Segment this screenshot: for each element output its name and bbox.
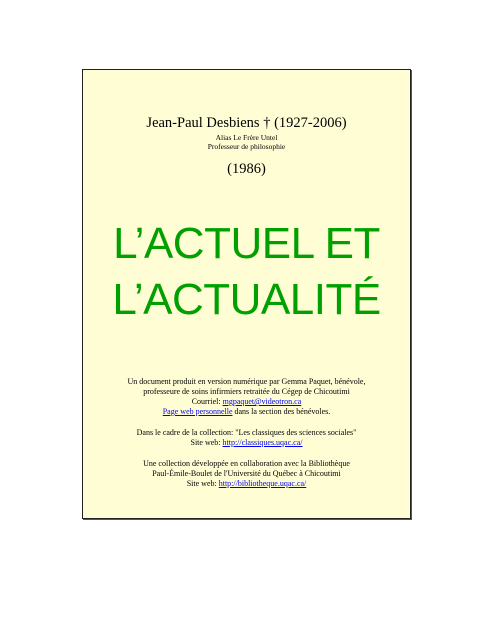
book-title-line-1: L’ACTUEL ET xyxy=(113,219,380,268)
producer-line-2: professeure de soins infirmiers retraitée du Cégep de Chicoutimi xyxy=(143,387,350,396)
partner-site-link[interactable]: http://bibliotheque.uqac.ca/ xyxy=(218,479,307,488)
author-profession: Professeur de philosophie xyxy=(207,142,286,151)
producer-line-1: Un document produit en version numérique par Gemma Paquet, bénévole, xyxy=(127,377,366,386)
author-heading: Jean-Paul Desbiens † (1927-2006) xyxy=(146,115,347,131)
email-line xyxy=(83,397,410,407)
producer-block xyxy=(83,377,410,417)
cover-frame xyxy=(82,69,411,519)
partner-site-line xyxy=(83,479,410,489)
collection-site-line xyxy=(83,438,410,448)
personal-page-suffix: dans la section des bénévoles. xyxy=(234,407,331,416)
partner-site-label: Site web: xyxy=(186,479,217,488)
personal-page-line xyxy=(83,407,410,417)
partner-line-2: Paul-Émile-Boulet de l'Université du Québec à Chicoutimi xyxy=(152,469,341,478)
personal-page-link[interactable]: Page web personnelle xyxy=(162,407,233,416)
collection-line: Dans le cadre de la collection: "Les classiques des sciences sociales" xyxy=(136,428,357,437)
partner-line-1: Une collection développée en collaboration avec la Bibliothèque xyxy=(143,459,350,468)
collection-block xyxy=(83,428,410,448)
publication-year: (1986) xyxy=(227,161,266,177)
email-label: Courriel: xyxy=(191,397,221,406)
partner-block xyxy=(83,459,410,489)
collection-site-label: Site web: xyxy=(190,438,221,447)
author-alias: Alias Le Frère Untel xyxy=(215,133,278,142)
email-link[interactable]: mgpaquet@videotron.ca xyxy=(222,397,302,406)
collection-site-link[interactable]: http://classiques.uqac.ca/ xyxy=(222,438,303,447)
book-title-line-2: L’ACTUALITÉ xyxy=(112,275,381,324)
